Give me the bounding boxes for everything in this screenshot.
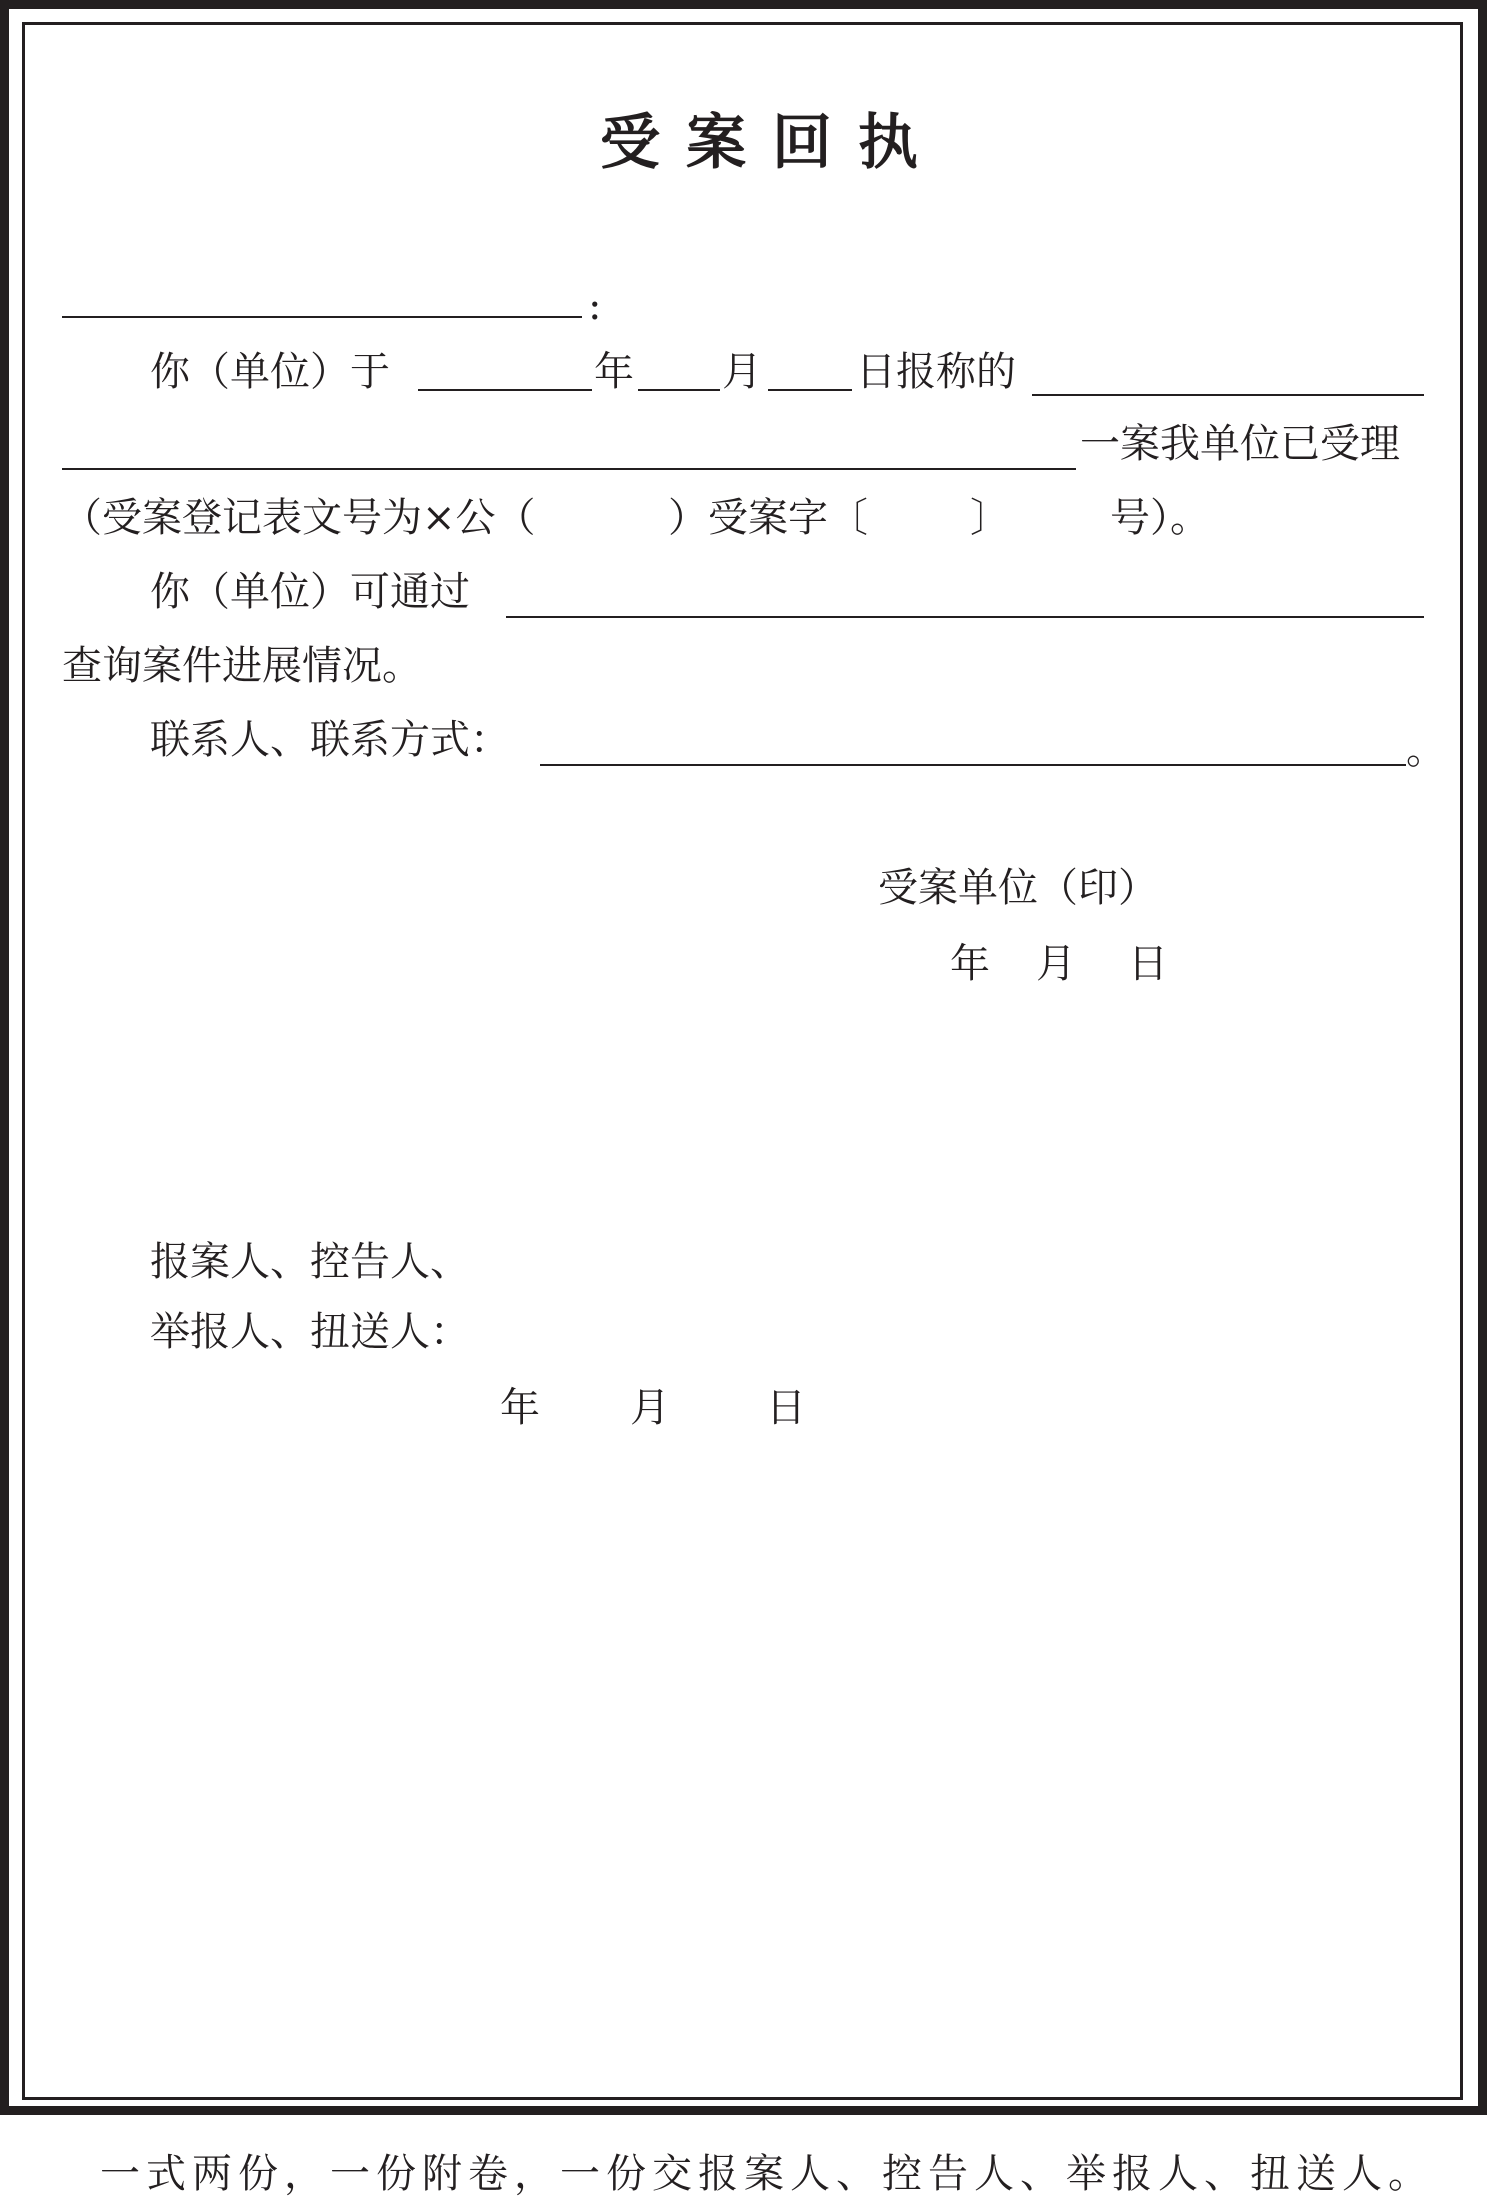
register-no-bracket-close: 〕: [970, 495, 1010, 541]
signer-label-line2: 举报人、扭送人：: [150, 1309, 470, 1355]
report-year-blank[interactable]: [418, 389, 592, 391]
footer-note: 一式两份，一份附卷，一份交报案人、控告人、举报人、扭送人。: [100, 2151, 1434, 2197]
case-name-blank-2[interactable]: [62, 468, 1076, 470]
case-accepted-label: 一案我单位已受理: [1080, 421, 1400, 467]
issuer-year: 年: [950, 941, 990, 987]
day-reported-label: 日报称的: [856, 349, 1016, 395]
issuer-month: 月: [1036, 941, 1076, 987]
report-month-blank[interactable]: [638, 389, 720, 391]
signer-day: 日: [766, 1385, 806, 1431]
register-no-prefix: （受案登记表文号为×公（: [62, 495, 536, 541]
signer-label-line1: 报案人、控告人、: [150, 1239, 470, 1285]
case-name-blank-1[interactable]: [1032, 394, 1424, 396]
contact-blank[interactable]: [540, 764, 1406, 766]
month-label: 月: [722, 349, 762, 395]
inner-border: [22, 22, 1463, 2100]
query-channel-blank[interactable]: [506, 616, 1424, 618]
issuer-day: 日: [1128, 941, 1168, 987]
query-progress-text: 查询案件进展情况。: [62, 643, 422, 689]
contact-label: 联系人、联系方式：: [150, 717, 510, 763]
contact-end: 。: [1406, 727, 1446, 773]
register-no-suffix: 号）。: [1110, 495, 1210, 541]
you-unit-can-label: 你（单位）可通过: [150, 569, 470, 615]
year-label: 年: [594, 349, 634, 395]
signer-year: 年: [500, 1385, 540, 1431]
signer-month: 月: [630, 1385, 670, 1431]
recipient-colon: :: [588, 283, 602, 329]
report-day-blank[interactable]: [768, 389, 852, 391]
issuer-unit-seal: 受案单位（印）: [878, 865, 1158, 911]
you-unit-on-label: 你（单位）于: [150, 349, 390, 395]
register-no-mid: ）受案字〔: [668, 495, 868, 541]
recipient-blank[interactable]: [62, 316, 582, 318]
document-title: 受案回执: [600, 108, 944, 178]
